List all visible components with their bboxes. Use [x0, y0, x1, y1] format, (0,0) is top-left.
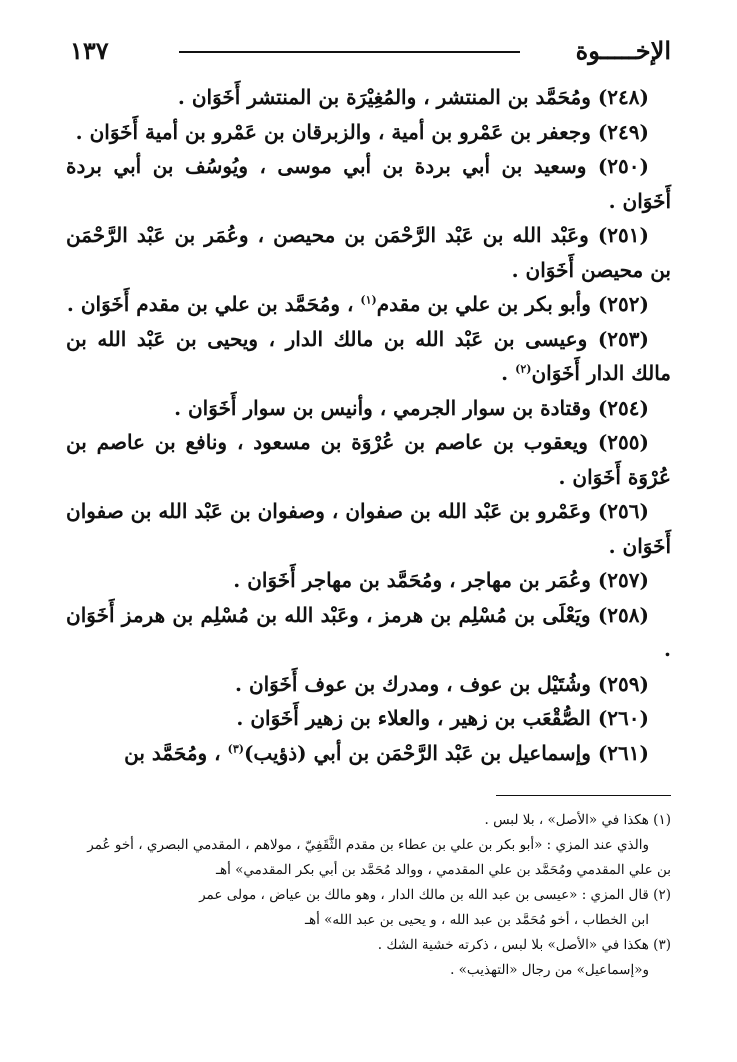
entry-number: (٢٥٢) [597, 292, 649, 316]
footnote-3: (٣) هكذا في «الأصل» بلا لبس ، ذكرته خشية الشك . [377, 937, 671, 953]
footnote-1-detail-cont: بن علي المقدمي ومُحَمَّد بن علي المقدمي ، ووالد مُحَمَّد بن أبي بكر المقدمي» أهـ [216, 862, 671, 878]
entry-text-cont: ، ومُحَمَّد بن علي بن مقدم أَخَوَان . [66, 292, 354, 316]
entry-text: وسعيد بن أبي بردة بن أبي موسى ، ويُوسُف بن أبي بردة أَخَوَان . [66, 154, 671, 213]
entry-number: (٢٥٤) [597, 395, 649, 420]
footnote-1: (١) هكذا في «الأصل» ، بلا لبس . [484, 812, 671, 828]
entry-248 [66, 80, 671, 115]
entry-text: وجعفر بن عَمْرو بن أمية ، والزبرقان بن عَمْرو بن أمية أَخَوَان . [75, 119, 591, 144]
entry-253 [66, 322, 671, 391]
entry-text: وقتادة بن سوار الجرمي ، وأنيس بن سوار أَخَوَان . [174, 395, 591, 420]
entry-254 [66, 391, 671, 426]
entry-number: (٢٥٦) [597, 499, 649, 523]
entry-text: ومُحَمَّد بن المنتشر ، والمُغِيْرَة بن المنتشر أَخَوَان . [177, 85, 591, 109]
footnote-2-cont: ابن الخطاب ، أخو مُحَمَّد بن عبد الله ، و يحيى بن عبد الله» أهـ [305, 912, 649, 928]
entry-number: (٢٦٠) [597, 706, 649, 730]
header-rule [179, 51, 520, 53]
entry-number: (٢٥٨) [597, 602, 649, 627]
footnotes [66, 808, 671, 983]
entry-text-cont: ، ومُحَمَّد بن [124, 740, 221, 765]
footnote-1-detail: والذي عند المزي : «أبو بكر بن علي بن عطاء بن مقدم الثَّقَفِيّ ، مولاهم ، المقدمي البصري ، أخو عُمر [87, 837, 649, 853]
entry-text: وعَبْد الله بن عَبْد الرَّحْمَن بن محيصن ، وعُمَر بن عَبْد الرَّحْمَن بن محيصن أَخَوَان . [66, 223, 671, 282]
page-header [70, 30, 671, 70]
entry-text: الصُّقْعَب بن زهير ، والعلاء بن زهير أَخَوَان . [236, 706, 591, 730]
entry-261 [66, 736, 671, 771]
entry-255 [66, 425, 671, 494]
footnote-separator [496, 795, 671, 796]
entry-text: وشُتَيْل بن عوف ، ومدرك بن عوف أَخَوَان . [235, 671, 591, 696]
entry-number: (٢٤٩) [597, 119, 649, 144]
entry-number: (٢٤٨) [597, 85, 649, 109]
entry-257 [66, 563, 671, 598]
entry-249 [66, 115, 671, 150]
entry-258 [66, 598, 671, 667]
footnote-2: (٢) قال المزي : «عيسى بن عبد الله بن مالك الدار ، وهو مالك بن عياض ، مولى عمر [199, 887, 671, 903]
footnote-3-cont: و«إسماعيل» من رجال «التهذيب» . [450, 962, 649, 978]
entry-text: وعُمَر بن مهاجر ، ومُحَمَّد بن مهاجر أَخَوَان . [233, 568, 591, 592]
entry-text-cont: . [501, 361, 509, 385]
entry-number: (٢٥٠) [597, 154, 649, 178]
entry-259 [66, 667, 671, 702]
entry-251 [66, 218, 671, 287]
footnote-marker-2[interactable]: (٢) [515, 362, 532, 376]
entry-text: وعيسى بن عَبْد الله بن مالك الدار ، ويحيى بن عَبْد الله بن مالك الدار أَخَوَان [66, 326, 671, 385]
entry-number: (٢٦١) [597, 740, 649, 765]
entry-text: ويَعْلَى بن مُسْلِم بن هرمز ، وعَبْد الله بن مُسْلِم بن هرمز أَخَوَان . [66, 602, 671, 661]
footnote-marker-1[interactable]: (١) [360, 293, 377, 307]
entry-number: (٢٥٩) [597, 671, 649, 696]
entry-260 [66, 701, 671, 736]
entry-252 [66, 287, 671, 322]
entry-number: (٢٥٧) [597, 568, 649, 592]
main-text [66, 80, 671, 770]
page-number: ١٣٧ [70, 35, 109, 65]
entry-text: وإسماعيل بن عَبْد الرَّحْمَن بن أبي (ذؤيب) [243, 740, 591, 765]
entry-text: وعَمْرو بن عَبْد الله بن صفوان ، وصفوان بن عَبْد الله بن صفوان أَخَوَان . [66, 499, 671, 558]
chapter-title: الإخـــــوة [575, 35, 671, 65]
entry-256 [66, 494, 671, 563]
entry-250 [66, 149, 671, 218]
entry-number: (٢٥٣) [597, 326, 649, 351]
entry-text: ويعقوب بن عاصم بن عُرْوَة بن مسعود ، ونافع بن عاصم بن عُرْوَة أَخَوَان . [66, 430, 671, 489]
entry-number: (٢٥٥) [597, 430, 649, 454]
entry-number: (٢٥١) [597, 223, 649, 247]
entry-text: وأبو بكر بن علي بن مقدم [376, 292, 591, 316]
footnote-marker-3[interactable]: (٣) [227, 741, 244, 755]
